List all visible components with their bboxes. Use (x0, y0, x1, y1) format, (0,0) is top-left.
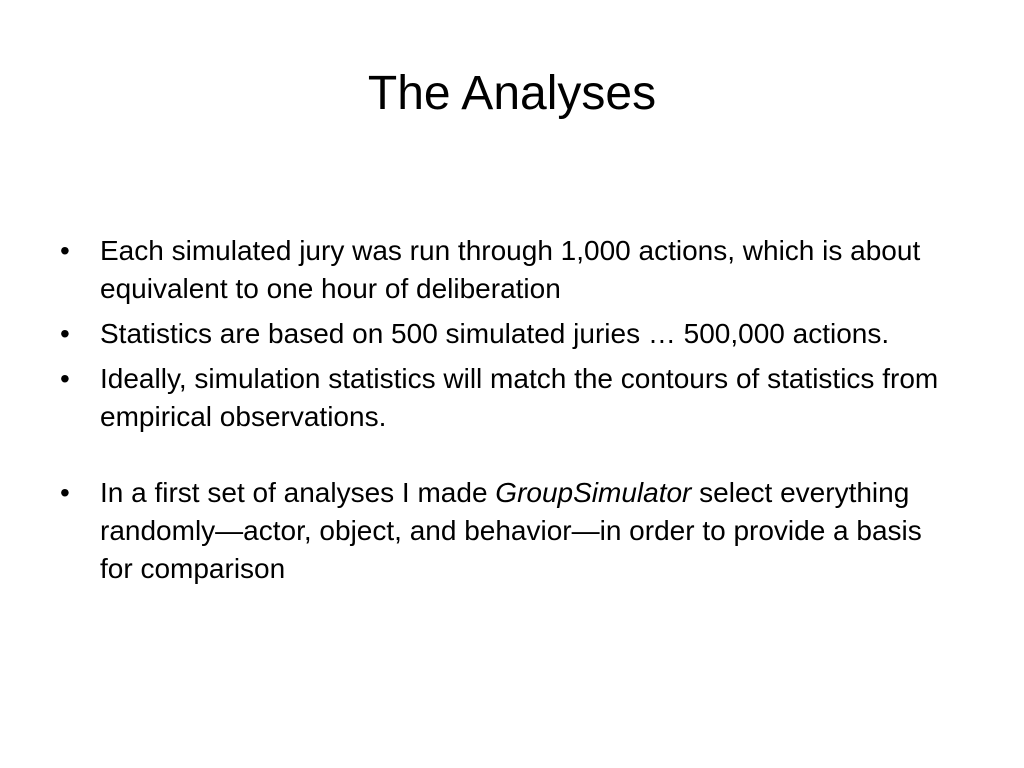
bullet-item (56, 360, 956, 436)
bullet-icon: • (60, 318, 70, 349)
bullet-item (56, 315, 956, 353)
bullet-icon: • (60, 363, 70, 394)
bullet-list (56, 232, 956, 595)
bullet-text: Statistics are based on 500 simulated juries … 500,000 actions. (100, 318, 890, 349)
bullet-text-italic: GroupSimulator (495, 477, 692, 508)
bullet-text: Each simulated jury was run through 1,000 actions, which is about equivalent to one hour of deliberation (100, 235, 921, 304)
bullet-text-before: In a first set of analyses I made (100, 477, 496, 508)
bullet-text: Ideally, simulation statistics will match the contours of statistics from empirical observations. (100, 363, 939, 432)
bullet-item (56, 474, 956, 588)
bullet-item (56, 232, 956, 308)
slide-title: The Analyses (367, 67, 657, 120)
bullet-icon: • (60, 477, 70, 508)
bullet-text-after: select everything randomly—actor, object, and behavior—in order to provide a basis for comparison (100, 477, 922, 584)
bullet-icon: • (60, 235, 70, 266)
